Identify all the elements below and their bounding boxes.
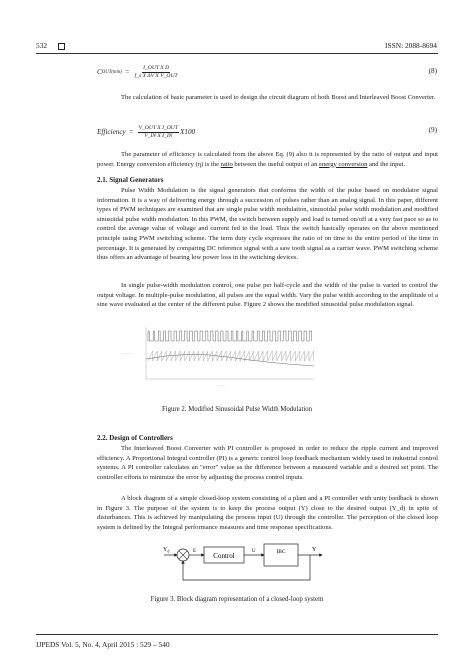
paragraph-block-diagram: A block diagram of a simple closed-loop system consisting of a plant and a PI controller with unity feedback is shown in Figure 3. The purpose of the system is to keep the process output (Y) close to the desired output (Y_d) in spite of disturbances. This is achieved by manipulating the process input (U) through the controller. The perception of the closed loop system is defined by the Integral performance measures and time response specifications.	[97, 495, 438, 531]
figure-2-caption: Figure 2. Modified Sinusoidal Pulse Width Modulation	[161, 406, 313, 413]
eq8-lhs: C	[97, 68, 102, 76]
plant-block	[264, 544, 298, 566]
eq9-equals: =	[128, 128, 134, 136]
eq9-number: (9)	[428, 126, 437, 134]
fig3-plant-label: IBC	[276, 549, 286, 555]
para2-text-b: between the useful output of an	[232, 160, 320, 168]
eq8-numerator: I_OUT X D	[143, 64, 170, 71]
eq9-numerator: V_OUT X I_OUT	[138, 124, 178, 131]
section-heading-signal-generators: 2.1. Signal Generators	[97, 176, 164, 184]
fig3-control-label: Control	[213, 552, 235, 560]
paragraph-pwm: Pulse Width Modulation is the signal generators that conforms the width of the pulse based on modulator signal information. It is a way of delivering energy through a succession of pulses rather than an analog signal. In this paper, different types of PWM techniques are examined that are single pulse width modulation, sinusoidal pulse width modulation and modified sinusoidal pulse width modulation. In this PWM, the switch between supply and load is turned on/off at a very fast pace so as to control the average value of voltage and current fed to the load. Thus the switch basically operates on the above mentioned principle using PWM switching scheme. The term duty cycle expresses the ratio of on time to the entire period of the time in percentage. It is generated by comparing DC reference signal with a saw tooth signal as a carrier wave. PWM switching scheme thus offers an advantage of bearing low power loss in the switching devices.	[97, 187, 438, 262]
pwm-carrier-path	[148, 351, 314, 361]
energy-conversion-link[interactable]: energy conversion	[319, 160, 368, 168]
fig3-u-label: U	[252, 549, 256, 554]
issn: ISSN: 2088-8694	[385, 41, 437, 50]
footer-citation: IJPEDS Vol. 5, No. 4, April 2015 : 529 – 540	[36, 640, 170, 649]
eq8-equals: =	[124, 68, 130, 76]
figure-2-pwm-plot	[118, 321, 318, 389]
ratio-link[interactable]: ratio	[220, 160, 233, 168]
eq9-tail: X100	[179, 128, 196, 136]
eq8-lhs-sub: OUT(min)	[101, 69, 122, 75]
eq8-number: (8)	[428, 67, 437, 75]
paragraph-calculation: The calculation of basic parameter is used to design the circuit diagram of both Boost and Interleaved Boost Converter.	[121, 94, 436, 101]
para2-text-a: The parameter of efficiency is calculated from the above Eq. (9) also it is represented by the ratio of output and input power. Energy conversion efficiency (η) is the	[97, 151, 438, 168]
pwm-pulse-path	[148, 331, 312, 341]
paragraph-efficiency	[97, 150, 438, 169]
paragraph-single-pulse: In single pulse-width modulation control, one pulse per half-cycle and the width of the pulse is varied to control the output voltage. In multiple-pulse modulation, all pulses are the equal width. Vary the pulse width according to the amplitude of a sine wave evaluated at the center of the different pulse. Figure 2 shows the modified sinusoidal pulse modulation signal.	[97, 282, 438, 309]
section-heading-design-of-controllers: 2.2. Design of Controllers	[97, 434, 173, 442]
pwm-pulse-train	[148, 331, 312, 341]
figure-3-block-diagram	[160, 538, 328, 588]
pwm-sawtooth-carrier	[148, 351, 314, 361]
equation-8	[97, 62, 180, 82]
figure-3-caption: Figure 3. Block diagram representation of a closed-loop system	[150, 596, 324, 603]
page-number: 532	[36, 41, 48, 50]
para2-text-c: and the input.	[367, 160, 406, 168]
footer-rule	[36, 634, 438, 635]
eq9-lhs: Efficiency	[97, 128, 126, 136]
pwm-x-axis-label: — —	[218, 383, 225, 387]
header-rule	[36, 53, 438, 54]
equation-9	[97, 122, 195, 142]
fig3-input-label: $Y_d$	[163, 547, 170, 554]
checkbox-square-icon	[58, 43, 65, 50]
fig3-error-label: E	[193, 549, 197, 554]
fig3-output-label: Y	[312, 547, 317, 553]
paragraph-pi-controller: The Interleaved Boost Converter with PI controller is proposed in order to reduce the ripple current and improved efficiency. A Proportional Integral controller (PI) is a generic control loop feedback mechanism widely used in industrial control systems. A PI controller calculates an "error" value as the difference between a measured variable and a desired set point. The controller efforts to minimize the error by adjusting the process control inputs.	[97, 445, 438, 481]
feedback-path	[183, 555, 310, 580]
pwm-y-axis-label: — — —	[122, 351, 133, 355]
eq8-denominator: f_s X ΔV X V_OUT	[134, 72, 178, 79]
eq9-denominator: V_IN X I_IN	[144, 132, 173, 139]
